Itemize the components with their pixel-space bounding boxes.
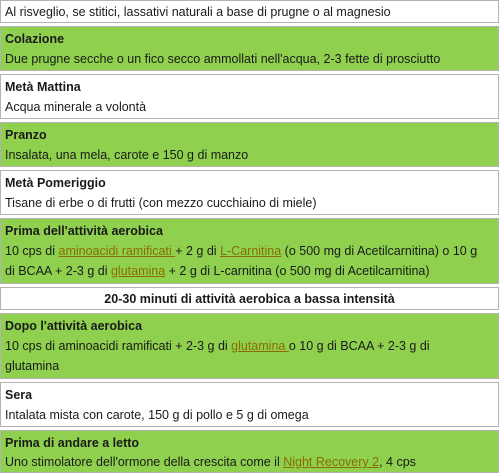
text: 10 cps di aminoacidi ramificati + 2-3 g di xyxy=(5,339,232,353)
section-pranzo xyxy=(0,122,499,167)
table-row xyxy=(0,0,499,23)
section-colazione xyxy=(0,26,499,71)
link-night-recovery-2[interactable]: Night Recovery 2 xyxy=(283,455,380,469)
section-before-bed xyxy=(0,430,499,473)
section-header: Metà Mattina xyxy=(5,80,81,94)
section-header: Sera xyxy=(5,388,33,402)
section-sera xyxy=(0,382,499,427)
before-bed-line xyxy=(5,455,494,469)
section-meta-pomeriggio xyxy=(0,170,499,215)
text: di BCAA + 2-3 g di xyxy=(5,264,111,278)
section-meta-mattina xyxy=(0,74,499,119)
section-header: Dopo l'attività aerobica xyxy=(5,319,143,333)
text: 10 cps di xyxy=(5,244,59,258)
pre-aerobic-line-1 xyxy=(5,244,494,258)
link-aminoacidi-ramificati[interactable]: aminoacidi ramificati xyxy=(58,244,176,258)
text: o 10 g di BCAA + 2-3 g di xyxy=(288,339,430,353)
text: Uno stimolatore dell'ormone della crescita come il xyxy=(5,455,284,469)
section-text: Tisane di erbe o di frutti (con mezzo cucchiaino di miele) xyxy=(5,196,317,210)
section-post-aerobic xyxy=(0,313,499,379)
section-header: Metà Pomeriggio xyxy=(5,176,106,190)
post-aerobic-line-2: glutamina xyxy=(5,359,60,373)
text: , 4 cps xyxy=(379,455,416,469)
section-header: Pranzo xyxy=(5,128,47,142)
text: + 2 g di xyxy=(175,244,221,258)
link-glutamina[interactable]: glutamina xyxy=(110,264,166,278)
section-text: Intalata mista con carote, 150 g di pollo e 5 g di omega xyxy=(5,408,309,422)
section-header: Colazione xyxy=(5,32,65,46)
section-text: Due prugne secche o un fico secco ammollati nell'acqua, 2-3 fette di prosciutto xyxy=(5,52,441,66)
text: + 2 g di L-carnitina (o 500 mg di Acetilcarnitina) xyxy=(165,264,430,278)
section-header: Prima di andare a letto xyxy=(5,436,140,450)
activity-row xyxy=(0,287,499,310)
section-header: Prima dell'attività aerobica xyxy=(5,224,163,238)
pre-aerobic-line-2 xyxy=(5,264,494,278)
post-aerobic-line-1 xyxy=(5,339,494,353)
section-text: Insalata, una mela, carote e 150 g di manzo xyxy=(5,148,249,162)
row-text: Al risveglio, se stitici, lassativi naturali a base di prugne o al magnesio xyxy=(5,5,391,19)
section-pre-aerobic xyxy=(0,218,499,284)
link-l-carnitina[interactable]: L-Carnitina xyxy=(220,244,282,258)
text: (o 500 mg di Acetilcarnitina) o 10 g xyxy=(281,244,478,258)
activity-text: 20-30 minuti di attività aerobica a bassa intensità xyxy=(104,292,395,306)
section-text: Acqua minerale a volontà xyxy=(5,100,147,114)
link-glutamina[interactable]: glutamina xyxy=(231,339,289,353)
